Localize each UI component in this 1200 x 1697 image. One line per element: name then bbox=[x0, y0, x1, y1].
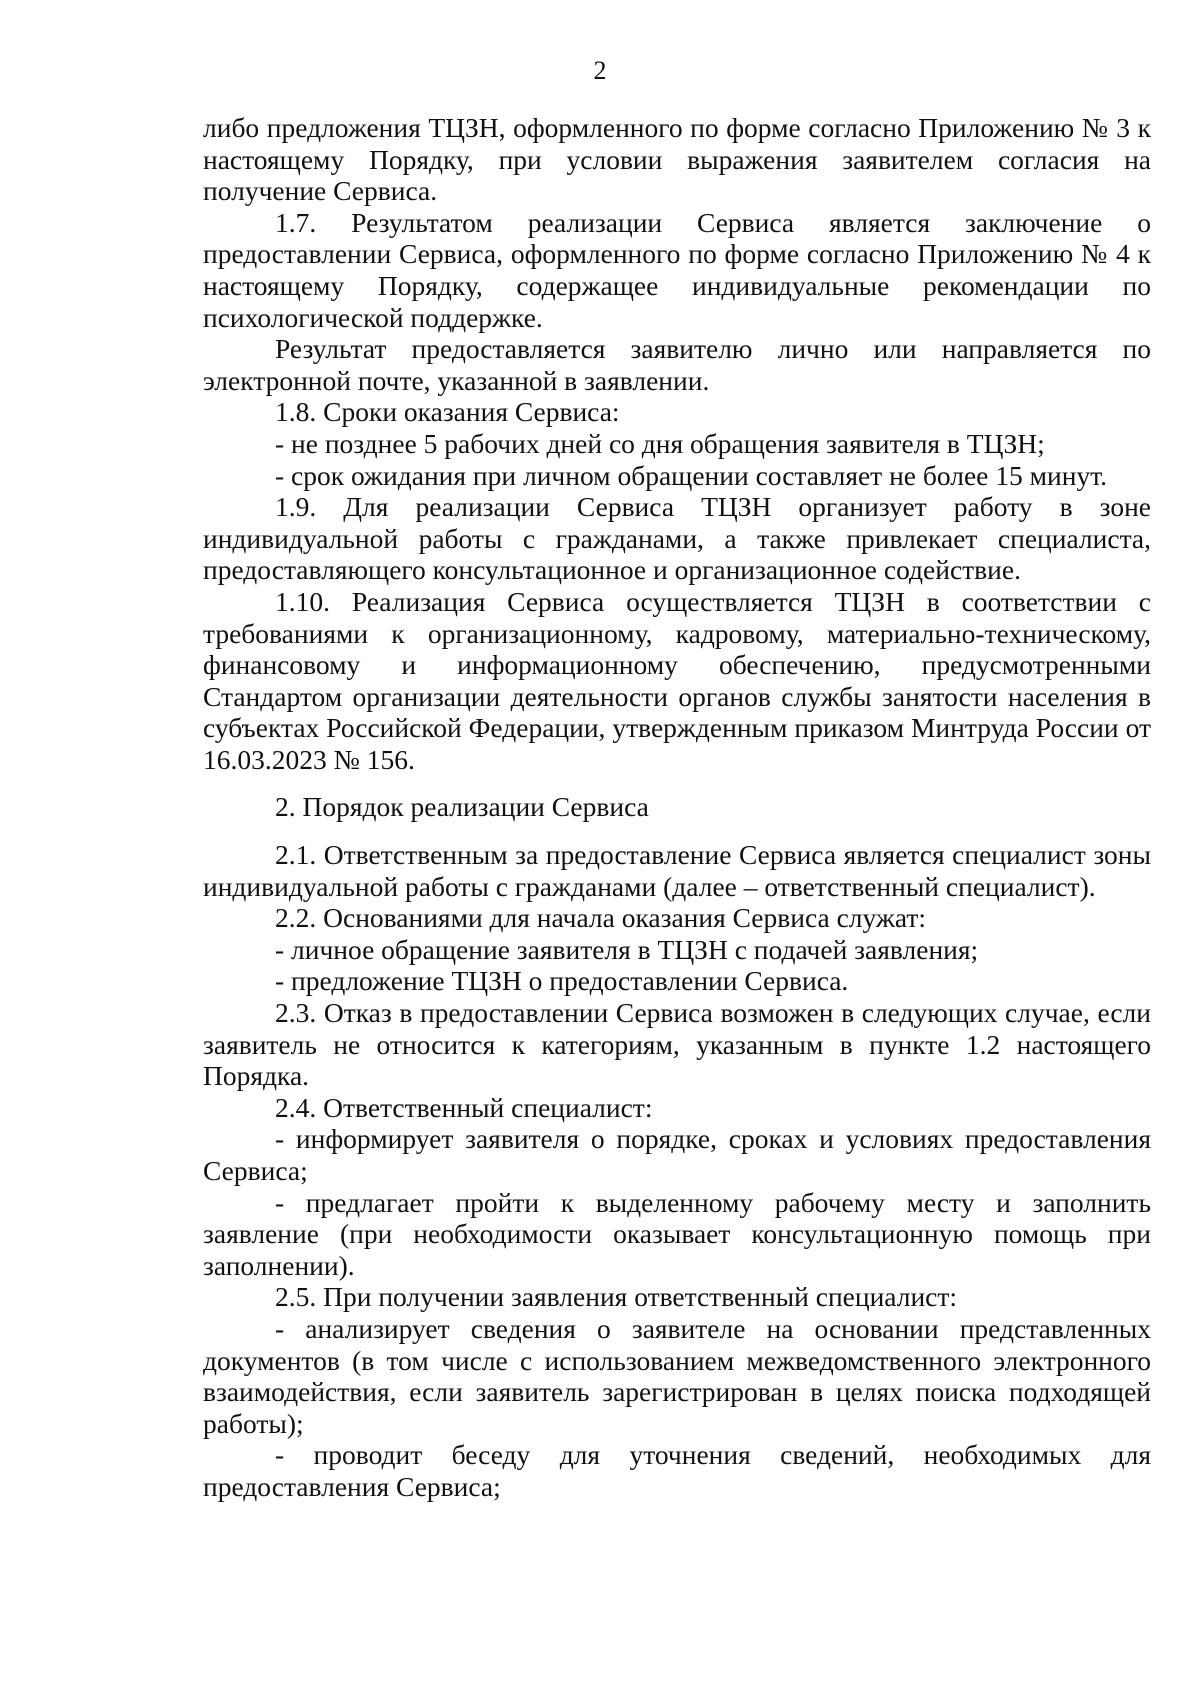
paragraph-2-3: 2.3. Отказ в предоставлении Сервиса возможен в следующих случае, если заявитель не относится к категориям, указанным в пункте 1.2 настоящего Порядка. bbox=[203, 997, 1151, 1092]
paragraph-1-7-result: Результат предоставляется заявителю лично или направляется по электронной почте, указанной в заявлении. bbox=[203, 333, 1151, 396]
paragraph-1-9: 1.9. Для реализации Сервиса ТЦЗН организует работу в зоне индивидуальной работы с гражданами, а также привлекает специалиста, предоставляющего консультационное и организационное содействие. bbox=[203, 491, 1151, 586]
list-item-1-8-b: - срок ожидания при личном обращении составляет не более 15 минут. bbox=[275, 459, 1108, 491]
paragraph-1-10: 1.10. Реализация Сервиса осуществляется ТЦЗН в соответствии с требованиями к организационному, кадровому, материально-техническому, финансовому и информационному обеспечению, предусмотренными Стандартом организации деятельности органов службы занятости населения в субъектах Российской Федерации, утвержденным приказом Минтруда России от 16.03.2023 № 156. bbox=[203, 585, 1151, 775]
paragraph-2-5: 2.5. При получении заявления ответственный специалист: bbox=[275, 1281, 958, 1313]
paragraph-2-1: 2.1. Ответственным за предоставление Сервиса является специалист зоны индивидуальной работы с гражданами (далее – ответственный специалист). bbox=[203, 839, 1151, 902]
paragraph-2-4: 2.4. Ответственный специалист: bbox=[275, 1091, 653, 1123]
list-item-2-2-a: - личное обращение заявителя в ТЦЗН с подачей заявления; bbox=[275, 933, 979, 965]
list-item-2-5-b: - проводит беседу для уточнения сведений, необходимых для предоставления Сервиса; bbox=[203, 1439, 1151, 1502]
paragraph-1-7: 1.7. Результатом реализации Сервиса является заключение о предоставлении Сервиса, оформленного по форме согласно Приложению № 4 к настоящему Порядку, содержащее индивидуальные рекомендации по психологической поддержке. bbox=[203, 206, 1151, 333]
paragraph-1-8: 1.8. Сроки оказания Сервиса: bbox=[275, 396, 620, 428]
list-item-2-2-b: - предложение ТЦЗН о предоставлении Сервиса. bbox=[275, 965, 849, 997]
paragraph-continuation: либо предложения ТЦЗН, оформленного по форме согласно Приложению № 3 к настоящему Порядку, при условии выражения заявителем согласия на получение Сервиса. bbox=[203, 112, 1151, 207]
list-item-1-8-a: - не позднее 5 рабочих дней со дня обращения заявителя в ТЦЗН; bbox=[275, 427, 1045, 459]
page-number: 2 bbox=[593, 56, 607, 85]
paragraph-2-2: 2.2. Основаниями для начала оказания Сервиса служат: bbox=[275, 902, 927, 934]
list-item-2-4-b: - предлагает пройти к выделенному рабочему месту и заполнить заявление (при необходимости оказывает консультационную помощь при заполнении). bbox=[203, 1186, 1151, 1281]
document-body bbox=[203, 112, 1151, 1503]
list-item-2-5-a: - анализирует сведения о заявителе на основании представленных документов (в том числе с использованием межведомственного электронного взаимодействия, если заявитель зарегистрирован в целях поиска подходящей работы); bbox=[203, 1312, 1151, 1439]
section-2-title: 2. Порядок реализации Сервиса bbox=[275, 791, 649, 823]
list-item-2-4-a: - информирует заявителя о порядке, сроках и условиях предоставления Сервиса; bbox=[203, 1123, 1151, 1186]
